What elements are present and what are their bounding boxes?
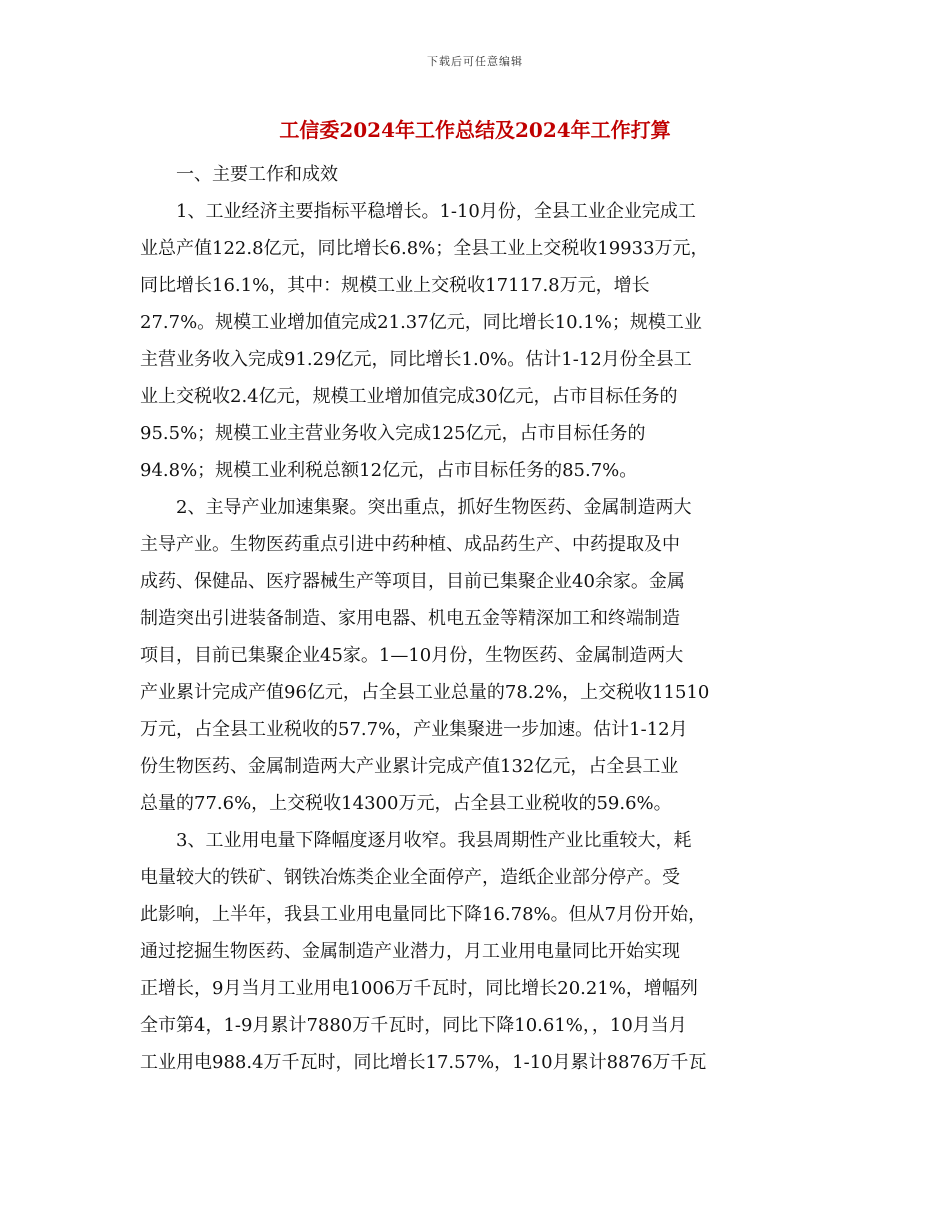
section-heading: 一、主要工作和成效 — [140, 164, 338, 185]
text-line: 全市第4，1-9月累计7880万千瓦时，同比下降10.61%，，10月当月 — [140, 1015, 687, 1036]
text-line: 同比增长16.1%，其中：规模工业上交税收17117.8万元，增长 — [140, 275, 650, 296]
text-line: 制造突出引进装备制造、家用电器、机电五金等精深加工和终端制造 — [140, 608, 680, 629]
text-line: 通过挖掘生物医药、金属制造产业潜力，月工业用电量同比开始实现 — [140, 941, 680, 962]
text-line: 项目，目前已集聚企业45家。1—10月份，生物医药、金属制造两大 — [140, 645, 684, 666]
text-line: 2、主导产业加速集聚。突出重点，抓好生物医药、金属制造两大 — [140, 497, 692, 518]
text-line: 总量的77.6%，上交税收14300万元，占全县工业税收的59.6%。 — [140, 793, 672, 814]
text-line: 3、工业用电量下降幅度逐月收窄。我县周期性产业比重较大，耗 — [140, 830, 692, 851]
text-line: 主导产业。生物医药重点引进中药种植、成品药生产、中药提取及中 — [140, 534, 680, 555]
text-line: 份生物医药、金属制造两大产业累计完成产值132亿元，占全县工业 — [140, 756, 679, 777]
text-line: 1、工业经济主要指标平稳增长。1-10月份，全县工业企业完成工 — [140, 201, 696, 222]
text-line: 万元，占全县工业税收的57.7%，产业集聚进一步加速。估计1-12月 — [140, 719, 688, 740]
text-line: 主营业务收入完成91.29亿元，同比增长1.0%。估计1-12月份全县工 — [140, 349, 692, 370]
document-body — [140, 156, 808, 1081]
text-line: 95.5%；规模工业主营业务收入完成125亿元，占市目标任务的 — [140, 423, 646, 444]
text-line: 27.7%。规模工业增加值完成21.37亿元，同比增长10.1%；规模工业 — [140, 312, 702, 333]
text-line: 94.8%；规模工业利税总额12亿元，占市目标任务的85.7%。 — [140, 460, 638, 481]
text-line: 此影响，上半年，我县工业用电量同比下降16.78%。但从7月份开始， — [140, 904, 707, 925]
text-line: 电量较大的铁矿、钢铁冶炼类企业全面停产，造纸企业部分停产。受 — [140, 867, 680, 888]
text-line: 业总产值122.8亿元，同比增长6.8%；全县工业上交税收19933万元， — [140, 238, 709, 259]
text-line: 业上交税收2.4亿元，规模工业增加值完成30亿元，占市目标任务的 — [140, 386, 678, 407]
text-line: 正增长，9月当月工业用电1006万千瓦时，同比增长20.21%，增幅列 — [140, 978, 698, 999]
text-line: 产业累计完成产值96亿元，占全县工业总量的78.2%，上交税收11510 — [140, 682, 710, 703]
document-title: 工信委2024年工作总结及2024年工作打算 — [279, 118, 671, 142]
text-line: 成药、保健品、医疗器械生产等项目，目前已集聚企业40余家。金属 — [140, 571, 685, 592]
text-line: 工业用电988.4万千瓦时，同比增长17.57%，1-10月累计8876万千瓦 — [140, 1052, 707, 1073]
page-header-note: 下载后可任意编辑 — [427, 55, 523, 68]
